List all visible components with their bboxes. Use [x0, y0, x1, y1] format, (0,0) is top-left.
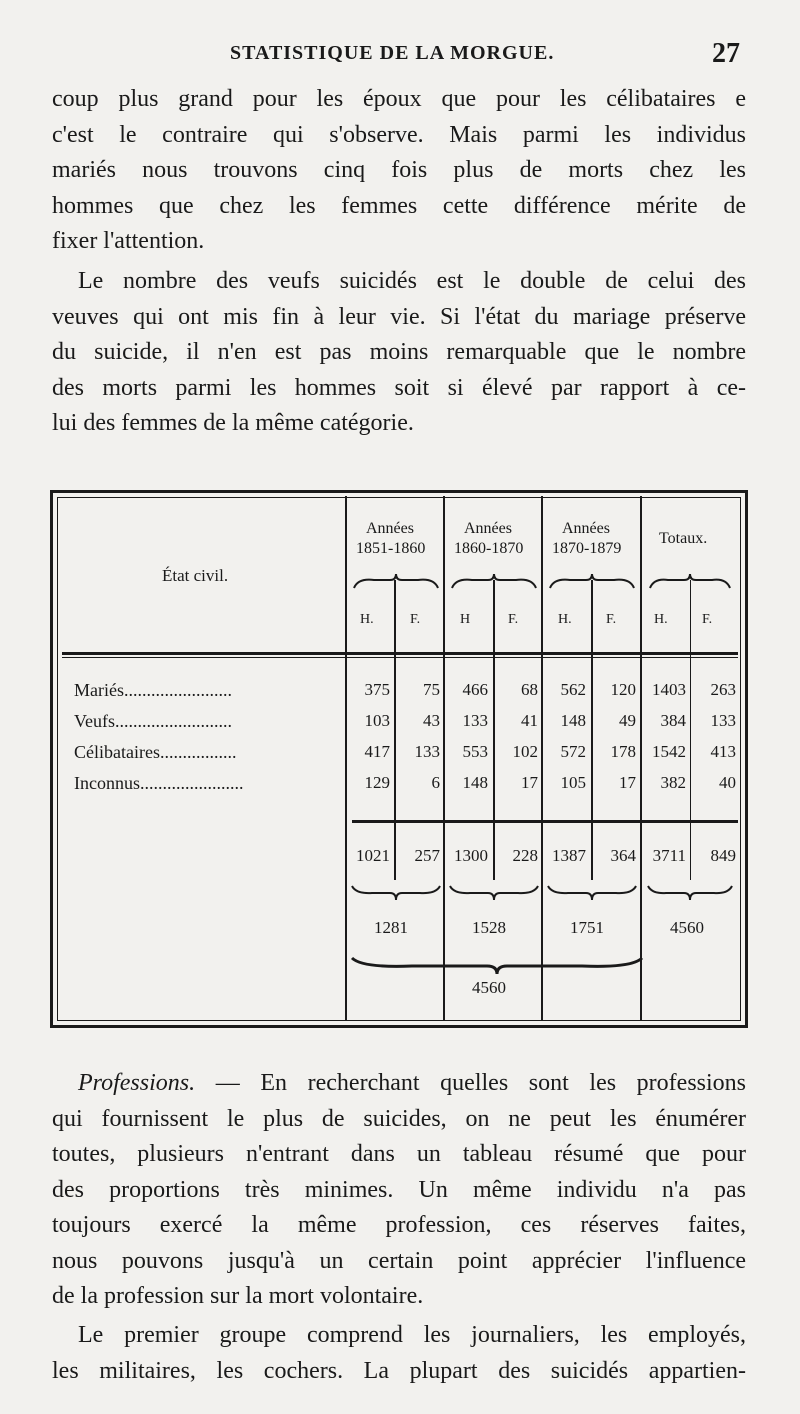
table-sum-cell: 1021	[356, 846, 390, 865]
text-line: des proportions très minimes. Un même individu n'a pas	[52, 1176, 746, 1203]
text-line: Le premier groupe comprend les journaliers, les employés,	[78, 1322, 746, 1348]
table-row-label: Célibataires.................	[74, 742, 237, 762]
text-line	[52, 1066, 746, 1102]
table-sum-cell: 257	[414, 846, 440, 865]
table-sum-cell: 1387	[552, 846, 586, 865]
period-label-bottom: 1860-1870	[454, 540, 524, 557]
table-cell: 178	[610, 742, 636, 761]
paragraph-first-group	[52, 1318, 746, 1389]
section-label: Professions.	[78, 1070, 196, 1096]
table-column-divider	[345, 496, 347, 1021]
text-fragment: — En recherchant quelles sont les professions	[195, 1070, 746, 1096]
table-cell: 384	[660, 711, 686, 730]
sex-label-f: F.	[702, 612, 713, 627]
text-line: veuves qui ont mis fin à leur vie. Si l'état du mariage préserve	[52, 303, 746, 330]
period-label-bottom: 1851-1860	[356, 540, 426, 557]
table-cell: 133	[414, 742, 440, 761]
grand-total-brace	[352, 956, 642, 974]
table-cell: 413	[710, 742, 736, 761]
table-cell: 417	[364, 742, 390, 761]
paragraph-marriage-ratio	[52, 82, 746, 260]
sex-label-h: H.	[360, 612, 374, 627]
text-line: fixer l'attention.	[52, 228, 205, 254]
table-cell: 6	[431, 773, 440, 792]
sex-label-h: H.	[558, 612, 572, 627]
table-cell: 148	[560, 711, 586, 730]
table-cell: 102	[512, 742, 538, 761]
grand-total: 4560	[472, 978, 506, 997]
table-cell: 17	[619, 773, 636, 792]
header-brace	[550, 574, 634, 590]
table-cell: 43	[423, 711, 440, 730]
table-sum-cell: 3711	[652, 846, 686, 865]
period-brace	[548, 884, 636, 900]
table-row-label: Veufs..........................	[74, 711, 232, 731]
period-brace	[352, 884, 440, 900]
table-sum-cell: 228	[512, 846, 538, 865]
table-cell: 375	[364, 680, 390, 699]
text-line: du suicide, il n'en est pas moins remarquable que le nombre	[52, 339, 746, 365]
period-brace	[450, 884, 538, 900]
sex-label-h: H	[460, 612, 471, 627]
table-column-divider	[640, 496, 642, 1021]
sex-label-f: F.	[508, 612, 519, 627]
period-label-top: Années	[562, 520, 610, 537]
totals-label: Totaux.	[659, 530, 708, 547]
sex-label-f: F.	[410, 612, 421, 627]
table-row-label: Mariés........................	[74, 680, 232, 700]
table-cell: 382	[660, 773, 686, 792]
period-label-top: Années	[464, 520, 512, 537]
text-line: mariés nous trouvons cinq fois plus de morts chez les	[52, 157, 746, 183]
period-total: 1528	[472, 918, 506, 937]
table-sum-cell: 849	[710, 846, 736, 865]
table-cell: 41	[521, 711, 538, 730]
table-cell: 129	[364, 773, 390, 792]
period-label-bottom: 1870-1879	[552, 540, 622, 557]
period-label-top: Années	[366, 520, 414, 537]
table-cell: 1542	[652, 742, 686, 761]
table-row-header: État civil.	[162, 566, 229, 585]
running-header	[0, 38, 800, 72]
table-sex-divider	[493, 580, 495, 880]
period-total: 1281	[374, 918, 408, 937]
text-line: hommes que chez les femmes cette différence mérite de	[52, 192, 746, 219]
sex-label-f: F.	[606, 612, 617, 627]
table-cell: 75	[423, 680, 440, 699]
table-cell: 133	[462, 711, 488, 730]
table-sex-divider	[394, 580, 396, 880]
text-line: toutes, plusieurs n'entrant dans un tableau résumé que pour	[52, 1141, 746, 1167]
table-cell: 1403	[652, 680, 686, 699]
header-brace	[452, 574, 536, 590]
header-brace	[354, 574, 438, 590]
header-brace	[650, 574, 730, 590]
table-cell: 17	[521, 773, 538, 792]
table-cell: 68	[521, 680, 538, 699]
table-cell: 49	[619, 711, 636, 730]
table-cell: 105	[560, 773, 586, 792]
sum-rule	[352, 820, 738, 823]
table-cell: 103	[364, 711, 390, 730]
table-sum-cell: 1300	[454, 846, 488, 865]
text-line: nous pouvons jusqu'à un certain point apprécier l'influence	[52, 1247, 746, 1274]
header-rule	[62, 652, 738, 655]
text-line: de la profession sur la mort volontaire.	[52, 1283, 424, 1309]
period-brace	[648, 884, 732, 900]
table-row-label: Inconnus.......................	[74, 773, 244, 793]
table-column-divider	[541, 496, 543, 1021]
text-line: c'est le contraire qui s'observe. Mais parmi les individus	[52, 121, 746, 148]
table-cell: 133	[710, 711, 736, 730]
paragraph-widowers	[52, 264, 746, 442]
table-cell: 562	[560, 680, 586, 699]
table-cell: 572	[560, 742, 586, 761]
period-total: 4560	[670, 918, 704, 937]
table-cell: 263	[710, 680, 736, 699]
text-line: lui des femmes de la même catégorie.	[52, 410, 414, 436]
text-line: qui fournissent le plus de suicides, on ne peut les énumérer	[52, 1105, 746, 1132]
table-cell: 553	[462, 742, 488, 761]
table-cell: 148	[462, 773, 488, 792]
text-line: Le nombre des veufs suicidés est le double de celui des	[78, 268, 746, 294]
table-cell: 120	[610, 680, 636, 699]
table-cell: 466	[462, 680, 488, 699]
sex-label-h: H.	[654, 612, 668, 627]
header-rule	[62, 657, 738, 658]
table-cell: 40	[719, 773, 736, 792]
table-sex-divider	[591, 580, 593, 880]
page-number: 27	[712, 38, 740, 69]
table-sum-cell: 364	[610, 846, 636, 865]
text-line: toujours exercé la même profession, ces réserves faites,	[52, 1212, 746, 1238]
running-title: STATISTIQUE DE LA MORGUE.	[230, 42, 555, 64]
text-line: des morts parmi les hommes soit si élevé par rapport à ce-	[52, 374, 746, 401]
text-line: coup plus grand pour les époux que pour les célibataires e	[52, 86, 746, 112]
table-column-divider	[443, 496, 445, 1021]
period-total: 1751	[570, 918, 604, 937]
table-sex-divider	[690, 580, 691, 880]
text-line: les militaires, les cochers. La plupart des suicidés appartien-	[52, 1357, 746, 1384]
paragraph-professions	[52, 1066, 746, 1315]
